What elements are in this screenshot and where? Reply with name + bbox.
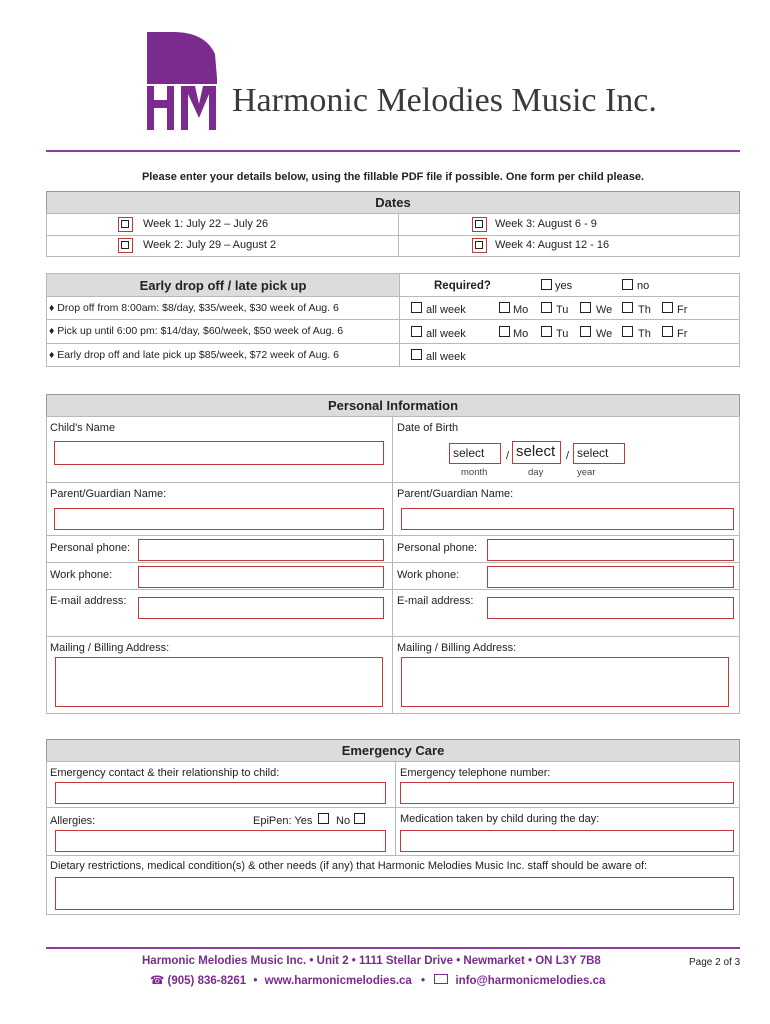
piano-logo-icon bbox=[143, 28, 223, 140]
dropoff-mo-label: Mo bbox=[513, 304, 529, 316]
dates-header: Dates bbox=[46, 191, 740, 214]
week4-checkbox[interactable] bbox=[472, 238, 487, 253]
personal-phone-field-right[interactable] bbox=[487, 539, 734, 561]
medication-field[interactable] bbox=[400, 830, 734, 852]
work-phone-field-right[interactable] bbox=[487, 566, 734, 588]
personal-hr1 bbox=[46, 482, 740, 483]
email-label-left: E-mail address: bbox=[50, 595, 127, 607]
mailing-label-left: Mailing / Billing Address: bbox=[50, 642, 170, 654]
dietary-label: Dietary restrictions, medical condition(s) & other needs (if any) that Harmonic Melodies Music Inc. staff should be aware of: bbox=[50, 860, 648, 872]
personal-phone-label-left: Personal phone: bbox=[50, 542, 131, 554]
dropoff-fr-checkbox[interactable] bbox=[662, 302, 673, 313]
work-phone-field-left[interactable] bbox=[138, 566, 384, 588]
dropoff-row-label: ♦ Drop off from 8:00am: $8/day, $35/week, $30 week of Aug. 6 bbox=[49, 302, 339, 314]
dropoff-th-checkbox[interactable] bbox=[622, 302, 633, 313]
personal-hr4 bbox=[46, 589, 740, 590]
dietary-field[interactable] bbox=[55, 877, 734, 910]
both-allweek-checkbox[interactable] bbox=[411, 349, 422, 360]
footer-address: Harmonic Melodies Music Inc. • Unit 2 • 1111 Stellar Drive • Newmarket • ON L3Y 7B8 bbox=[142, 955, 601, 967]
medication-label: Medication taken by child during the day: bbox=[400, 813, 600, 825]
pickup-fr-checkbox[interactable] bbox=[662, 326, 673, 337]
personal-phone-label-right: Personal phone: bbox=[397, 542, 478, 554]
mailing-field-left[interactable] bbox=[55, 657, 383, 707]
dob-month-select[interactable]: select bbox=[449, 443, 501, 464]
required-no-checkbox[interactable] bbox=[622, 279, 633, 290]
emergency-header: Emergency Care bbox=[46, 739, 740, 762]
childs-name-label: Child's Name bbox=[50, 422, 116, 434]
email-field-right[interactable] bbox=[487, 597, 734, 619]
allergies-field[interactable] bbox=[55, 830, 386, 852]
epipen-yes-checkbox[interactable] bbox=[318, 813, 329, 824]
early-hr2 bbox=[46, 319, 740, 320]
pickup-th-checkbox[interactable] bbox=[622, 326, 633, 337]
pickup-we-checkbox[interactable] bbox=[580, 326, 591, 337]
required-label: Required? bbox=[434, 280, 491, 292]
dob-year-select[interactable]: select bbox=[573, 443, 625, 464]
email-label-right: E-mail address: bbox=[397, 595, 474, 607]
pickup-mo-checkbox[interactable] bbox=[499, 326, 510, 337]
required-yes-label: yes bbox=[555, 280, 573, 292]
footer-sep-1: • bbox=[253, 975, 258, 987]
email-field-left[interactable] bbox=[138, 597, 384, 619]
dropoff-we-label: We bbox=[596, 304, 613, 316]
week2-checkbox[interactable] bbox=[118, 238, 133, 253]
early-title: Early drop off / late pick up bbox=[139, 278, 307, 293]
both-allweek-label: all week bbox=[426, 351, 466, 363]
dob-slash-2: / bbox=[566, 450, 570, 462]
week4-label: Week 4: August 12 - 16 bbox=[495, 239, 610, 251]
childs-name-field[interactable] bbox=[54, 441, 384, 465]
early-hr3 bbox=[46, 343, 740, 344]
pickup-mo-label: Mo bbox=[513, 328, 529, 340]
company-name: Harmonic Melodies Music Inc. bbox=[232, 82, 657, 119]
footer-rule bbox=[46, 947, 740, 949]
pickup-allweek-label: all week bbox=[426, 328, 466, 340]
required-no-label: no bbox=[637, 280, 650, 292]
dropoff-th-label: Th bbox=[638, 304, 651, 316]
dob-slash-1: / bbox=[506, 450, 510, 462]
work-phone-label-left: Work phone: bbox=[50, 569, 113, 581]
pickup-tu-checkbox[interactable] bbox=[541, 326, 552, 337]
dob-year-caption: year bbox=[577, 467, 596, 478]
emergency-hr2 bbox=[46, 855, 740, 856]
personal-divider bbox=[392, 416, 393, 714]
dropoff-we-checkbox[interactable] bbox=[580, 302, 591, 313]
footer-phone: (905) 836-8261 bbox=[167, 975, 247, 987]
phone-icon: ☎ bbox=[150, 975, 165, 987]
footer-sep-2: • bbox=[421, 975, 426, 987]
footer-email[interactable]: info@harmonicmelodies.ca bbox=[455, 975, 606, 987]
pickup-th-label: Th bbox=[638, 328, 651, 340]
personal-header: Personal Information bbox=[46, 394, 740, 417]
allergies-label: Allergies: bbox=[50, 815, 96, 827]
mailing-label-right: Mailing / Billing Address: bbox=[397, 642, 517, 654]
emergency-contact-field[interactable] bbox=[55, 782, 386, 804]
dob-day-caption: day bbox=[528, 467, 544, 478]
emergency-tel-label: Emergency telephone number: bbox=[400, 767, 551, 779]
personal-hr2 bbox=[46, 535, 740, 536]
header-rule bbox=[46, 150, 740, 152]
dropoff-tu-label: Tu bbox=[556, 304, 569, 316]
guardian-field-right[interactable] bbox=[401, 508, 734, 530]
epipen-yes-label: EpiPen: Yes bbox=[253, 815, 313, 827]
week1-label: Week 1: July 22 – July 26 bbox=[143, 218, 269, 230]
emergency-contact-label: Emergency contact & their relationship to child: bbox=[50, 767, 280, 779]
dob-day-select[interactable]: select bbox=[512, 441, 561, 464]
personal-hr3 bbox=[46, 562, 740, 563]
dropoff-allweek-checkbox[interactable] bbox=[411, 302, 422, 313]
mailing-field-right[interactable] bbox=[401, 657, 729, 707]
logo bbox=[143, 28, 223, 140]
early-divider bbox=[399, 273, 400, 367]
guardian-label-left: Parent/Guardian Name: bbox=[50, 488, 167, 500]
epipen-no-label: No bbox=[336, 815, 351, 827]
pickup-row-label: ♦ Pick up until 6:00 pm: $14/day, $60/week, $50 week of Aug. 6 bbox=[49, 325, 344, 337]
emergency-tel-field[interactable] bbox=[400, 782, 734, 804]
dropoff-allweek-label: all week bbox=[426, 304, 466, 316]
pickup-allweek-checkbox[interactable] bbox=[411, 326, 422, 337]
dob-month-caption: month bbox=[461, 467, 488, 478]
guardian-label-right: Parent/Guardian Name: bbox=[397, 488, 514, 500]
early-hr1 bbox=[46, 296, 740, 297]
dropoff-mo-checkbox[interactable] bbox=[499, 302, 510, 313]
epipen-no-checkbox[interactable] bbox=[354, 813, 365, 824]
personal-phone-field-left[interactable] bbox=[138, 539, 384, 561]
week3-checkbox[interactable] bbox=[472, 217, 487, 232]
page-number: Page 2 of 3 bbox=[689, 957, 741, 968]
work-phone-label-right: Work phone: bbox=[397, 569, 460, 581]
dates-row-divider bbox=[46, 235, 740, 236]
week1-checkbox[interactable] bbox=[118, 217, 133, 232]
footer-contact bbox=[150, 973, 605, 987]
required-yes-checkbox[interactable] bbox=[541, 279, 552, 290]
both-row-label: ♦ Early drop off and late pick up $85/week, $72 week of Aug. 6 bbox=[49, 349, 340, 361]
week3-label: Week 3: August 6 - 9 bbox=[495, 218, 597, 230]
pickup-fr-label: Fr bbox=[677, 328, 688, 340]
personal-hr5 bbox=[46, 636, 740, 637]
dob-label: Date of Birth bbox=[397, 422, 459, 434]
footer-website[interactable]: www.harmonicmelodies.ca bbox=[264, 975, 412, 987]
pickup-tu-label: Tu bbox=[556, 328, 569, 340]
emergency-divider bbox=[395, 761, 396, 855]
instructions: Please enter your details below, using the fillable PDF file if possible. One form per child please. bbox=[141, 171, 645, 183]
week2-label: Week 2: July 29 – August 2 bbox=[143, 239, 277, 251]
pickup-we-label: We bbox=[596, 328, 613, 340]
mail-icon bbox=[434, 974, 448, 984]
guardian-field-left[interactable] bbox=[54, 508, 384, 530]
emergency-hr1 bbox=[46, 807, 740, 808]
dropoff-fr-label: Fr bbox=[677, 304, 688, 316]
dropoff-tu-checkbox[interactable] bbox=[541, 302, 552, 313]
